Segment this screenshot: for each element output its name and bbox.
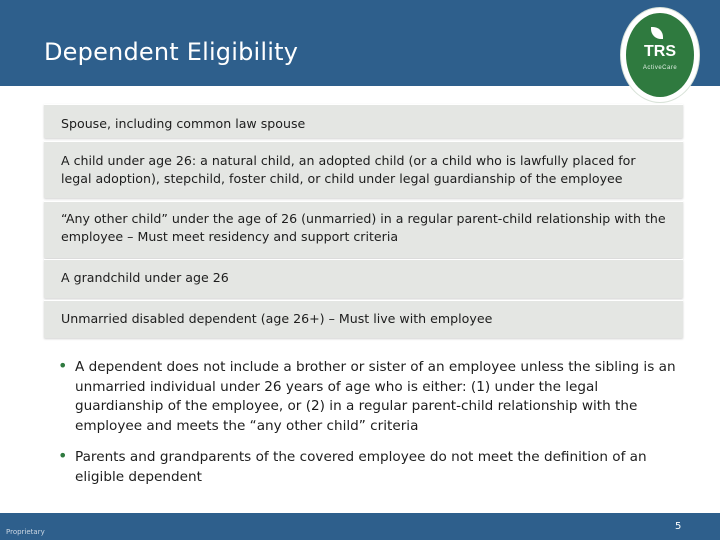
eligibility-box-spouse xyxy=(44,104,683,138)
eligibility-box-text: Spouse, including common law spouse xyxy=(61,116,306,131)
eligibility-box-disabled xyxy=(44,300,683,338)
eligibility-box-text: A child under age 26: a natural child, an adopted child (or a child who is lawfully placed for legal adoption), stepchild, foster child, or child under legal guardianship of the employee xyxy=(61,153,636,186)
proprietary-label: Proprietary xyxy=(6,528,45,536)
bullet-icon: • xyxy=(58,356,68,375)
eligibility-box-text: Unmarried disabled dependent (age 26+) – Must live with employee xyxy=(61,311,493,326)
trs-logo xyxy=(621,8,699,102)
header-bar xyxy=(0,0,720,86)
eligibility-box-text: “Any other child” under the age of 26 (unmarried) in a regular parent-child relationship with the employee – Must meet residency and support criteria xyxy=(61,211,666,244)
bullet-icon: • xyxy=(58,446,68,465)
page-number: 5 xyxy=(675,521,682,532)
footer-bar xyxy=(0,513,720,540)
note-text: A dependent does not include a brother or sister of an employee unless the sibling is an unmarried individual under 26 years of age who is either: (1) under the legal guardianship of the employee, or (2) in a regular parent-child relationship with the employee and meets the “any other child” criteria xyxy=(75,359,676,434)
logo-subtext: ActiveCare xyxy=(642,65,678,71)
logo-badge xyxy=(626,13,694,97)
page-title: Dependent Eligibility xyxy=(44,38,299,66)
eligibility-box-grandchild xyxy=(44,259,683,298)
leaf-icon xyxy=(651,27,663,39)
logo-text: TRS xyxy=(644,43,676,60)
eligibility-box-other-child xyxy=(44,201,683,258)
eligibility-box-text: A grandchild under age 26 xyxy=(61,270,229,285)
note-text: Parents and grandparents of the covered employee do not meet the definition of an eligible dependent xyxy=(75,449,647,485)
eligibility-box-child xyxy=(44,141,683,198)
